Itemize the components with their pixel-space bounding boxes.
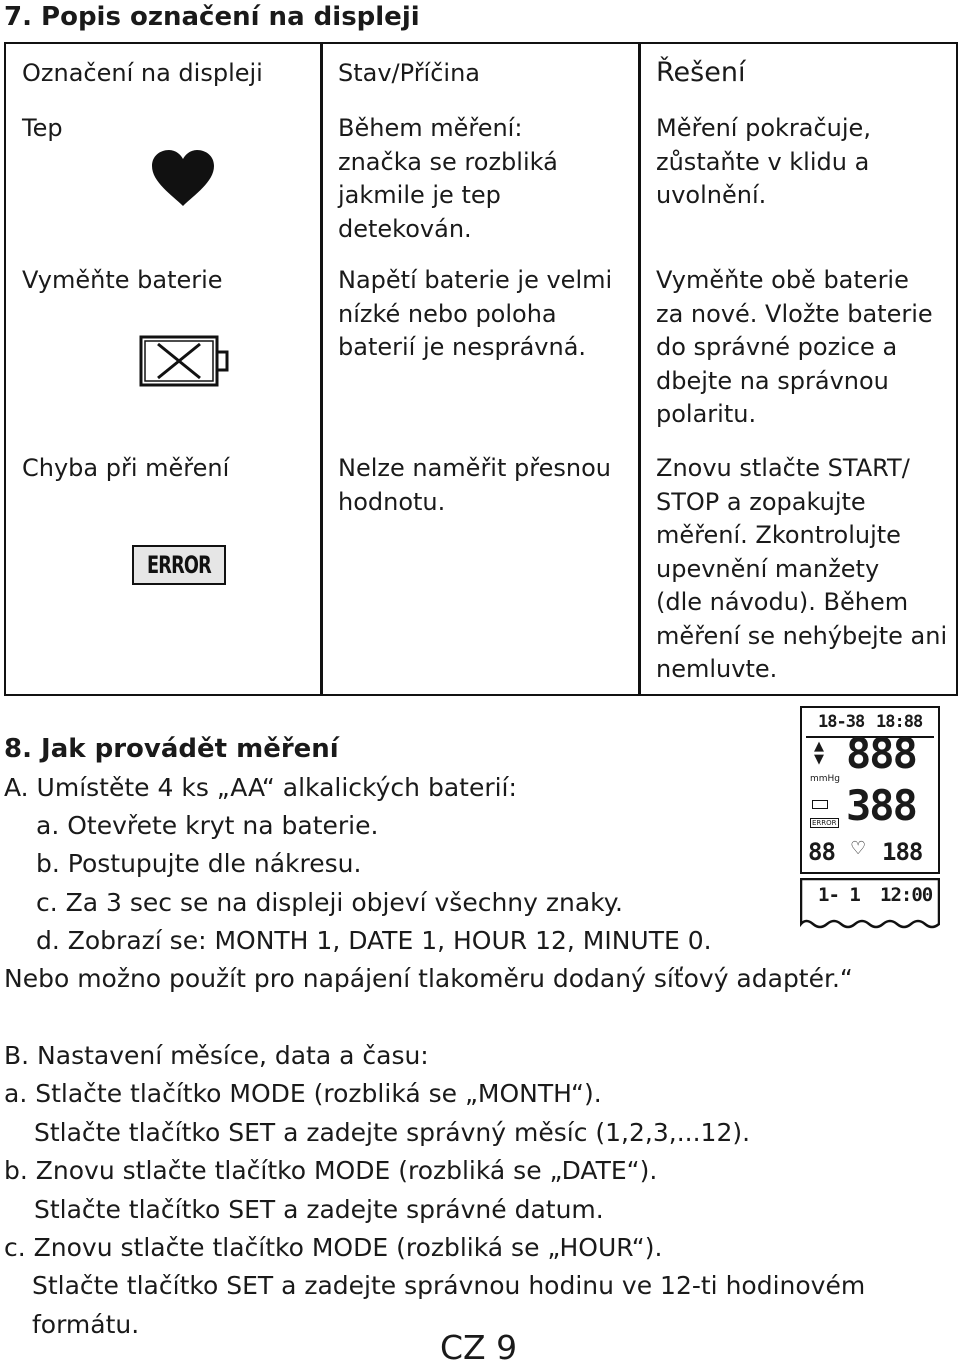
list-item: c. Znovu stlačte tlačítko MODE (rozbliká se „HOUR“). [4,1233,663,1262]
column-header: Stav/Příčina [338,59,481,87]
error-icon-label: ERROR [147,551,211,579]
lcd-date: 18-38 [818,712,865,732]
table-divider [320,42,323,696]
list-item: b. Znovu stlačte tlačítko MODE (rozbliká se „DATE“). [4,1156,658,1185]
column-header: Řešení [656,57,746,88]
lcd-diastolic: 388 [846,781,916,830]
lcd-pulse: 188 [882,838,923,866]
row-label: Tep [22,114,63,142]
step-heading: A. Umístěte 4 ks „AA“ alkalických baterií: [4,773,517,802]
list-item: d. Zobrazí se: MONTH 1, DATE 1, HOUR 12, MINUTE 0. [36,926,712,955]
lcd-memory: 88 [808,838,835,866]
row-solution: Vyměňte obě baterie za nové. Vložte baterie do správné pozice a dbejte na správnou polaritu. [656,266,933,428]
list-item: a. Stlačte tlačítko MODE (rozbliká se „MONTH“). [4,1079,602,1108]
lcd-time: 18:88 [876,712,923,732]
list-item: a. Otevřete kryt na baterie. [36,811,379,840]
list-item: formátu. [32,1310,140,1339]
list-item: c. Za 3 sec se na displeji objeví všechny znaky. [36,888,623,917]
list-item: b. Postupujte dle nákresu. [36,849,362,878]
lcd-systolic: 888 [846,729,916,778]
row-cause: Během měření: značka se rozbliká jakmile je tep detekován. [338,114,558,243]
list-item: Stlačte tlačítko SET a zadejte správný měsíc (1,2,3,...12). [34,1118,751,1147]
column-header: Označení na displeji [22,59,263,87]
section-title: 8. Jak provádět měření [4,734,339,764]
row-label: Chyba při měření [22,454,230,482]
page-number: CZ 9 [440,1328,518,1367]
adapter-note: Nebo možno použít pro napájení tlakoměru dodaný síťový adaptér.“ [4,964,853,993]
lcd-error: ERROR [812,819,837,827]
row-cause: Nelze naměřit přesnou hodnotu. [338,454,611,516]
row-solution: Znovu stlačte START/ STOP a zopakujte měření. Zkontrolujte upevnění manžety (dle návodu). Během měření se nehýbejte ani nemluvte. [656,454,948,683]
lcd-bottom-time: 12:00 [880,884,933,906]
heart-icon [150,148,216,212]
battery-icon [812,800,828,809]
lcd-bottom-date: 1- 1 [818,884,860,906]
step-heading: B. Nastavení měsíce, data a času: [4,1041,429,1070]
lcd-unit: mmHg [810,774,841,784]
list-item: Stlačte tlačítko SET a zadejte správnou hodinu ve 12-ti hodinovém [32,1271,866,1300]
row-cause: Napětí baterie je velmi nízké nebo poloha baterií je nesprávná. [338,266,613,361]
low-battery-icon [138,334,230,392]
arrows-icon: ▲ ▼ [814,739,824,767]
heart-outline-icon: ♡ [850,838,867,859]
row-label: Vyměňte baterie [22,266,223,294]
error-icon [132,545,226,585]
table-divider [638,42,641,696]
row-solution: Měření pokračuje, zůstaňte v klidu a uvolnění. [656,114,871,209]
section-title: 7. Popis označení na displeji [4,2,420,32]
list-item: Stlačte tlačítko SET a zadejte správné datum. [34,1195,604,1224]
